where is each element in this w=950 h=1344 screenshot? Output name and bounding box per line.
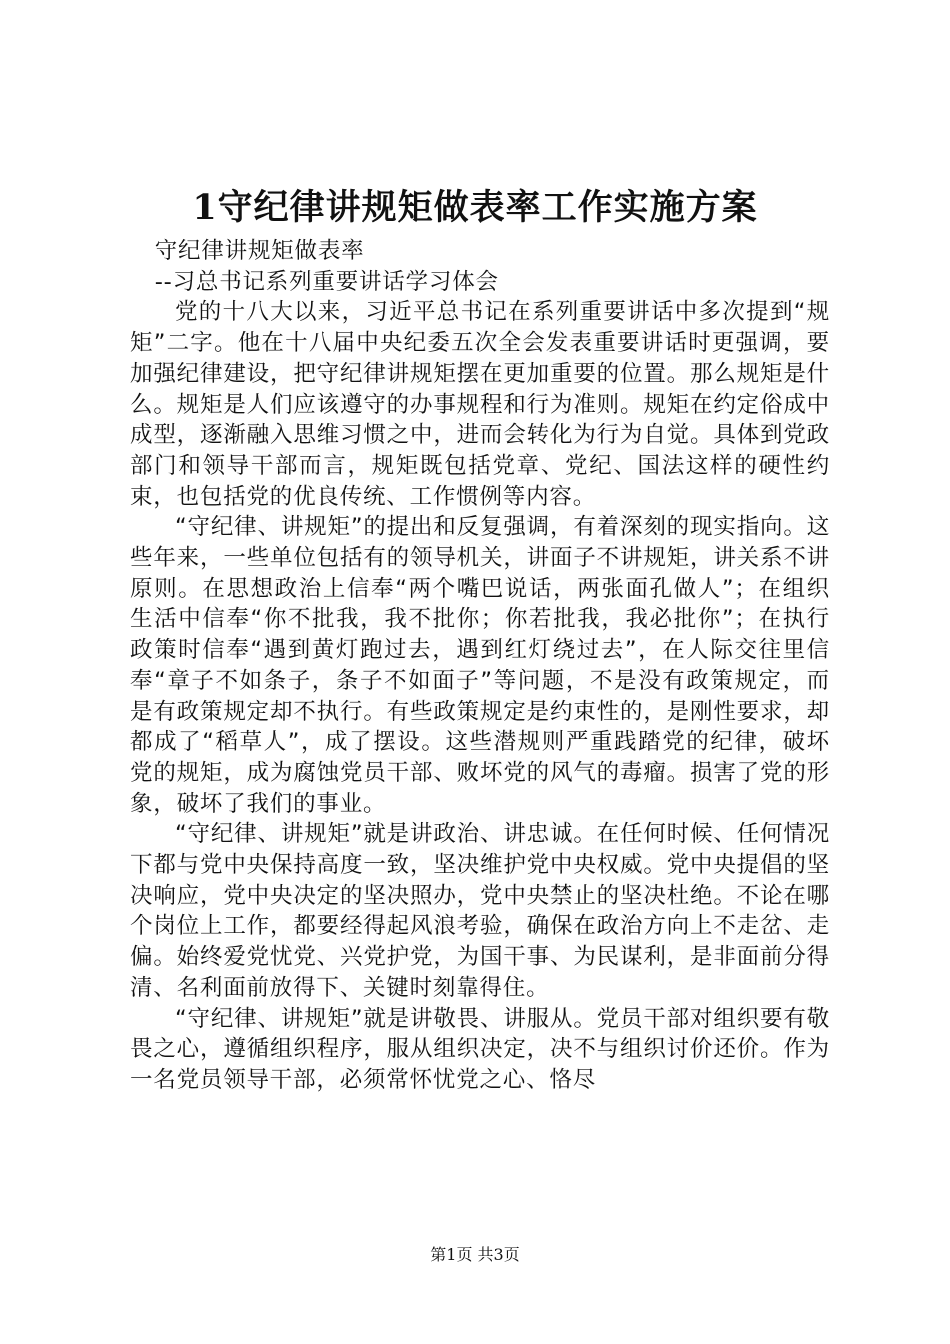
- paragraph-1: 党的十八大以来，习近平总书记在系列重要讲话中多次提到“规矩”二字。他在十八届中央纪委五次全会发表重要讲话时更强调，要加强纪律建设，把守纪律讲规矩摆在更加重要的位置。那么规矩是什么。规矩是人们应该遵守的办事规程和行为准则。规矩在约定俗成中成型，逐渐融入思维习惯之中，进而会转化为行为自觉。具体到党政部门和领导干部而言，规矩既包括党章、党纪、国法这样的硬性约束，也包括党的优良传统、工作惯例等内容。: [130, 299, 830, 510]
- subtitle-line-1: 守纪律讲规矩做表率: [154, 238, 365, 264]
- paragraph-3: “守纪律、讲规矩”就是讲政治、讲忠诚。在任何时候、任何情况下都与党中央保持高度一致，坚决维护党中央权威。党中央提倡的坚决响应，党中央决定的坚决照办，党中央禁止的坚决杜绝。不论在哪个岗位上工作，都要经得起风浪考验，确保在政治方向上不走岔、走偏。始终爱党忧党、兴党护党，为国干事、为民谋利，是非面前分得清、名利面前放得下、关键时刻靠得住。: [130, 821, 830, 1001]
- paragraph-2: “守纪律、讲规矩”的提出和反复强调，有着深刻的现实指向。这些年来，一些单位包括有的领导机关，讲面子不讲规矩，讲关系不讲原则。在思想政治上信奉“两个嘴巴说话，两张面孔做人”；在组织生活中信奉“你不批我，我不批你；你若批我，我必批你”；在执行政策时信奉“遇到黄灯跑过去，遇到红灯绕过去”，在人际交往里信奉“章子不如条子，条子不如面子”等问题，不是没有政策规定，而是有政策规定却不执行。有些政策规定是约束性的，是刚性要求，却都成了“稻草人”，成了摆设。这些潜规则严重践踏党的纪律，破坏党的规矩，成为腐蚀党员干部、败坏党的风气的毒瘤。损害了党的形象，破坏了我们的事业。: [130, 514, 830, 817]
- document-title: 1守纪律讲规矩做表率工作实施方案: [192, 187, 758, 228]
- page-number-footer: 第1页 共3页: [430, 1245, 520, 1264]
- document-body: [130, 236, 830, 1096]
- paragraph-4: “守纪律、讲规矩”就是讲敬畏、讲服从。党员干部对组织要有敬畏之心，遵循组织程序，服从组织决定，决不与组织讨价还价。作为一名党员领导干部，必须常怀忧党之心、恪尽: [130, 1005, 830, 1093]
- subtitle-line-2: --习总书记系列重要讲话学习体会: [154, 268, 499, 295]
